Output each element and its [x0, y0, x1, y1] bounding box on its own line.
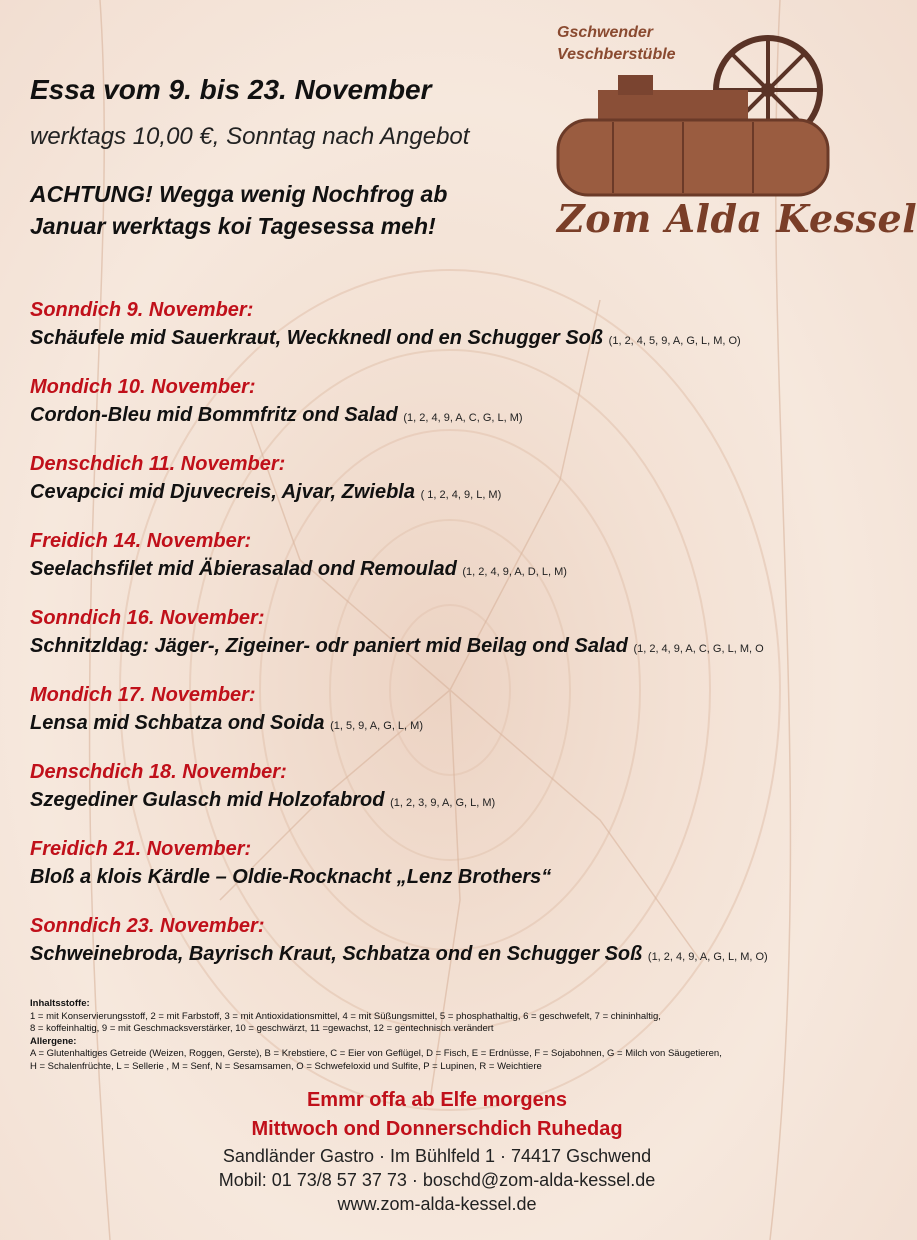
menu-date: Denschdich 11. November: [30, 453, 286, 475]
menu-date: Freidich 21. November: [30, 838, 252, 860]
menu-dish-line [30, 555, 870, 586]
menu-date: Sonndich 9. November: [30, 299, 254, 321]
menu-day [30, 450, 870, 527]
rest-days: Mittwoch ond Donnerschdich Ruhedag [251, 1118, 623, 1140]
footer [0, 1086, 874, 1216]
notice-line-1: ACHTUNG! Wegga wenig Nochfrog ab [30, 181, 448, 207]
allergen-codes: (1, 2, 4, 9, A, G, L, M, O) [647, 951, 768, 963]
menu-dish: Cevapcici mid Djuvecreis, Ajvar, Zwiebla [30, 481, 415, 503]
menu-dish-line [30, 940, 870, 971]
menu-dish: Schnitzldag: Jäger-, Zigeiner- odr paniert mid Beilag ond Salad [30, 635, 628, 657]
menu-day [30, 758, 870, 835]
logo [553, 20, 917, 245]
inhalt-line-2: 8 = koffeinhaltig, 9 = mit Geschmacksverstärker, 10 = geschwärzt, 11 =gewachst, 12 = gentechnisch verändert [30, 1023, 494, 1034]
allergen-heading: Allergene: [30, 1035, 77, 1047]
menu-dish: Schweinebroda, Bayrisch Kraut, Schbatza ond en Schugger Soß [30, 943, 643, 965]
menu-dish: Szegediner Gulasch mid Holzofabrod [30, 789, 385, 811]
menu-date: Mondich 17. November: [30, 684, 256, 706]
menu-day [30, 835, 870, 912]
menu-day [30, 373, 870, 450]
menu-list [30, 296, 870, 989]
allergen-codes: (1, 2, 3, 9, A, G, L, M) [390, 797, 496, 809]
menu-date: Sonndich 16. November: [30, 607, 265, 629]
inhalt-line-1: 1 = mit Konservierungsstoff, 2 = mit Farbstoff, 3 = mit Antioxidationsmittel, 4 = mit Süßungsmittel, 5 = phosphathaltig, 6 = geschwefelt, 7 = chininhaltig, [30, 1010, 661, 1022]
menu-dish: Seelachsfilet mid Äbierasalad ond Remoulad [30, 558, 457, 580]
allergen-codes: ( 1, 2, 4, 9, L, M) [420, 489, 502, 501]
header [30, 72, 550, 242]
opening-hours: Emmr offa ab Elfe morgens [306, 1089, 568, 1111]
notice [30, 178, 550, 242]
price-line: werktags 10,00 €, Sonntag nach Angebot [30, 123, 470, 150]
allergen-codes: (1, 2, 4, 9, A, C, G, L, M, O [633, 643, 764, 655]
logo-line-1: Gschwender [557, 24, 654, 41]
menu-day [30, 681, 870, 758]
allergen-line-1: A = Glutenhaltiges Getreide (Weizen, Roggen, Gerste), B = Krebstiere, C = Eier von Geflügel, D = Fisch, E = Erdnüsse, F = Sojabohnen, G = Milch von Säugetieren, [30, 1048, 722, 1059]
menu-date: Sonndich 23. November: [30, 915, 265, 937]
menu-dish-line [30, 632, 870, 663]
menu-date: Mondich 10. November: [30, 376, 256, 398]
menu-dish: Schäufele mid Sauerkraut, Weckknedl ond en Schugger Soß [30, 327, 604, 349]
contact[interactable]: Mobil: 01 73/8 57 37 73 · boschd@zom-alda-kessel.de [218, 1170, 656, 1190]
allergen-codes: (1, 2, 4, 5, 9, A, G, L, M, O) [608, 335, 741, 347]
menu-dish-line [30, 324, 870, 355]
menu-dish-line [30, 863, 870, 894]
allergen-codes: (1, 2, 4, 9, A, C, G, L, M) [403, 412, 523, 424]
address: Sandländer Gastro · Im Bühlfeld 1 · 74417 Gschwend [222, 1146, 652, 1166]
logo-line-2: Veschberstüble [557, 46, 676, 63]
menu-dish-line [30, 478, 870, 509]
menu-dish: Cordon-Bleu mid Bommfritz ond Salad [30, 404, 398, 426]
legend [30, 998, 860, 1073]
menu-day [30, 604, 870, 681]
menu-dish: Lensa mid Schbatza ond Soida [30, 712, 325, 734]
allergen-codes: (1, 5, 9, A, G, L, M) [330, 720, 423, 732]
menu-date: Denschdich 18. November: [30, 761, 287, 783]
allergen-line-2: H = Schalenfrüchte, L = Sellerie , M = Senf, N = Sesamsamen, O = Schwefeloxid und Sulfite, P = Lupinen, R = Weichtiere [30, 1060, 542, 1072]
logo-name: Zom Alda Kessel [557, 196, 917, 241]
page-title: Essa vom 9. bis 23. November [30, 74, 432, 105]
menu-dish-line [30, 709, 870, 740]
inhalt-heading: Inhaltsstoffe: [30, 998, 90, 1009]
menu-dish-line [30, 401, 870, 432]
menu-dish-line [30, 786, 870, 817]
menu-day [30, 296, 870, 373]
website-link[interactable]: www.zom-alda-kessel.de [337, 1194, 537, 1214]
allergen-codes: (1, 2, 4, 9, A, D, L, M) [462, 566, 567, 578]
menu-day [30, 527, 870, 604]
menu-day [30, 912, 870, 989]
menu-date: Freidich 14. November: [30, 530, 252, 552]
notice-line-2: Januar werktags koi Tagesessa meh! [30, 213, 436, 239]
menu-dish: Bloß a klois Kärdle – Oldie-Rocknacht „Lenz Brothers“ [30, 866, 552, 888]
